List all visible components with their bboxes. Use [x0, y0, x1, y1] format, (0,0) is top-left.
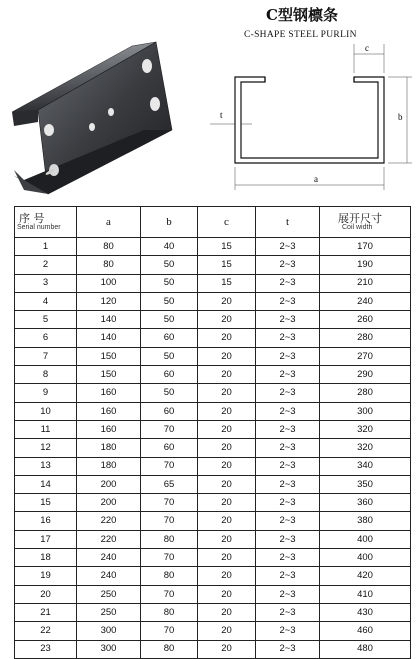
cell-serial: 4: [15, 292, 77, 310]
cell-b: 70: [141, 512, 198, 530]
cell-b: 50: [141, 274, 198, 292]
cell-t: 2~3: [256, 567, 320, 585]
cell-b: 70: [141, 494, 198, 512]
cell-serial: 2: [15, 256, 77, 274]
cell-t: 2~3: [256, 402, 320, 420]
cell-coil-width: 290: [320, 366, 411, 384]
cell-t: 2~3: [256, 439, 320, 457]
table-row: [15, 494, 411, 512]
cell-t: 2~3: [256, 549, 320, 567]
cell-b: 80: [141, 567, 198, 585]
cell-serial: 5: [15, 311, 77, 329]
cell-t: 2~3: [256, 311, 320, 329]
cell-c: 15: [198, 256, 256, 274]
cell-c: 20: [198, 457, 256, 475]
cell-b: 80: [141, 603, 198, 621]
cell-a: 80: [77, 238, 141, 256]
dim-b-label: b: [398, 112, 403, 122]
cell-a: 100: [77, 274, 141, 292]
cell-b: 60: [141, 366, 198, 384]
cell-t: 2~3: [256, 512, 320, 530]
cell-c: 15: [198, 274, 256, 292]
cell-c: 20: [198, 494, 256, 512]
cell-a: 180: [77, 457, 141, 475]
cell-coil-width: 400: [320, 549, 411, 567]
cell-b: 80: [141, 640, 198, 658]
cell-serial: 15: [15, 494, 77, 512]
cell-b: 70: [141, 457, 198, 475]
table-row: [15, 274, 411, 292]
table-row: [15, 530, 411, 548]
cell-serial: 22: [15, 622, 77, 640]
cell-c: 20: [198, 622, 256, 640]
cell-coil-width: 340: [320, 457, 411, 475]
cell-coil-width: 360: [320, 494, 411, 512]
header-serial: 序 号 Serial number: [15, 207, 77, 238]
cell-serial: 8: [15, 366, 77, 384]
cell-a: 80: [77, 256, 141, 274]
cell-coil-width: 260: [320, 311, 411, 329]
cell-coil-width: 170: [320, 238, 411, 256]
cell-c: 20: [198, 347, 256, 365]
cell-serial: 12: [15, 439, 77, 457]
table-row: [15, 549, 411, 567]
dim-t-label: t: [220, 110, 223, 120]
cell-serial: 10: [15, 402, 77, 420]
table-row: [15, 311, 411, 329]
cell-t: 2~3: [256, 347, 320, 365]
cell-t: 2~3: [256, 494, 320, 512]
table-row: [15, 603, 411, 621]
cell-c: 20: [198, 567, 256, 585]
cell-coil-width: 400: [320, 530, 411, 548]
cell-b: 50: [141, 292, 198, 310]
page-subtitle: C-SHAPE STEEL PURLIN: [244, 30, 357, 40]
cell-t: 2~3: [256, 603, 320, 621]
cell-t: 2~3: [256, 329, 320, 347]
table-header-row: [15, 207, 411, 238]
cell-coil-width: 270: [320, 347, 411, 365]
table-row: [15, 475, 411, 493]
table-row: [15, 420, 411, 438]
dim-c-label: c: [365, 43, 369, 53]
cell-b: 65: [141, 475, 198, 493]
cell-b: 70: [141, 622, 198, 640]
table-row: [15, 622, 411, 640]
header-coil-width: 展开尺寸 Coil width: [320, 207, 411, 238]
cell-a: 160: [77, 384, 141, 402]
cell-a: 200: [77, 475, 141, 493]
cell-c: 20: [198, 402, 256, 420]
cell-b: 60: [141, 329, 198, 347]
cell-a: 300: [77, 640, 141, 658]
header-a: a: [77, 207, 141, 238]
cell-coil-width: 190: [320, 256, 411, 274]
cell-c: 20: [198, 475, 256, 493]
cell-coil-width: 300: [320, 402, 411, 420]
cell-a: 150: [77, 347, 141, 365]
cell-t: 2~3: [256, 366, 320, 384]
table-row: [15, 512, 411, 530]
cell-c: 20: [198, 366, 256, 384]
cell-a: 200: [77, 494, 141, 512]
cell-t: 2~3: [256, 420, 320, 438]
table-row: [15, 585, 411, 603]
cell-b: 70: [141, 549, 198, 567]
cell-serial: 18: [15, 549, 77, 567]
cell-a: 220: [77, 530, 141, 548]
table-row: [15, 292, 411, 310]
cell-t: 2~3: [256, 256, 320, 274]
cell-serial: 21: [15, 603, 77, 621]
cell-t: 2~3: [256, 292, 320, 310]
cell-a: 240: [77, 549, 141, 567]
cell-a: 120: [77, 292, 141, 310]
table-row: [15, 238, 411, 256]
header-t: t: [256, 207, 320, 238]
cell-c: 20: [198, 640, 256, 658]
table-row: [15, 347, 411, 365]
cell-a: 160: [77, 420, 141, 438]
spec-table: [14, 206, 411, 659]
cell-c: 20: [198, 439, 256, 457]
cell-serial: 23: [15, 640, 77, 658]
cell-t: 2~3: [256, 475, 320, 493]
cell-t: 2~3: [256, 384, 320, 402]
cell-coil-width: 430: [320, 603, 411, 621]
cell-c: 20: [198, 512, 256, 530]
cell-serial: 11: [15, 420, 77, 438]
cell-c: 20: [198, 292, 256, 310]
cell-serial: 20: [15, 585, 77, 603]
cell-b: 60: [141, 439, 198, 457]
table-row: [15, 366, 411, 384]
cell-serial: 14: [15, 475, 77, 493]
cell-c: 20: [198, 530, 256, 548]
cell-serial: 1: [15, 238, 77, 256]
cell-coil-width: 240: [320, 292, 411, 310]
cell-a: 250: [77, 585, 141, 603]
cell-coil-width: 410: [320, 585, 411, 603]
cell-coil-width: 280: [320, 329, 411, 347]
cell-serial: 9: [15, 384, 77, 402]
page-title: C型钢檩条: [266, 6, 338, 24]
cell-a: 220: [77, 512, 141, 530]
table-row: [15, 256, 411, 274]
cell-t: 2~3: [256, 585, 320, 603]
header-b: b: [141, 207, 198, 238]
cell-b: 60: [141, 402, 198, 420]
cell-c: 20: [198, 329, 256, 347]
cell-coil-width: 280: [320, 384, 411, 402]
cell-t: 2~3: [256, 274, 320, 292]
table-row: [15, 402, 411, 420]
cell-coil-width: 380: [320, 512, 411, 530]
table-row: [15, 457, 411, 475]
cell-serial: 19: [15, 567, 77, 585]
cell-b: 50: [141, 384, 198, 402]
cell-t: 2~3: [256, 622, 320, 640]
cell-coil-width: 210: [320, 274, 411, 292]
cell-serial: 6: [15, 329, 77, 347]
cell-a: 300: [77, 622, 141, 640]
cell-b: 50: [141, 347, 198, 365]
cell-coil-width: 480: [320, 640, 411, 658]
cell-t: 2~3: [256, 640, 320, 658]
table-row: [15, 439, 411, 457]
cell-coil-width: 420: [320, 567, 411, 585]
cell-serial: 17: [15, 530, 77, 548]
cell-b: 80: [141, 530, 198, 548]
cell-a: 140: [77, 329, 141, 347]
cell-c: 15: [198, 238, 256, 256]
cell-coil-width: 320: [320, 420, 411, 438]
header-c: c: [198, 207, 256, 238]
cell-a: 240: [77, 567, 141, 585]
cell-coil-width: 350: [320, 475, 411, 493]
cell-serial: 13: [15, 457, 77, 475]
table-row: [15, 640, 411, 658]
table-row: [15, 567, 411, 585]
cell-b: 40: [141, 238, 198, 256]
table-row: [15, 329, 411, 347]
cell-b: 70: [141, 585, 198, 603]
cell-t: 2~3: [256, 530, 320, 548]
cell-serial: 7: [15, 347, 77, 365]
cell-a: 250: [77, 603, 141, 621]
cell-c: 20: [198, 549, 256, 567]
section-diagram: [200, 40, 415, 190]
cell-a: 160: [77, 402, 141, 420]
table-row: [15, 384, 411, 402]
cell-coil-width: 460: [320, 622, 411, 640]
cell-serial: 16: [15, 512, 77, 530]
cell-serial: 3: [15, 274, 77, 292]
cell-t: 2~3: [256, 238, 320, 256]
cell-b: 50: [141, 256, 198, 274]
purlin-photo: [4, 30, 184, 200]
cell-a: 180: [77, 439, 141, 457]
cell-b: 50: [141, 311, 198, 329]
cell-c: 20: [198, 603, 256, 621]
cell-t: 2~3: [256, 457, 320, 475]
cell-coil-width: 320: [320, 439, 411, 457]
cell-c: 20: [198, 311, 256, 329]
dim-a-label: a: [314, 174, 318, 184]
cell-c: 20: [198, 420, 256, 438]
cell-a: 150: [77, 366, 141, 384]
cell-c: 20: [198, 585, 256, 603]
cell-a: 140: [77, 311, 141, 329]
cell-c: 20: [198, 384, 256, 402]
cell-b: 70: [141, 420, 198, 438]
